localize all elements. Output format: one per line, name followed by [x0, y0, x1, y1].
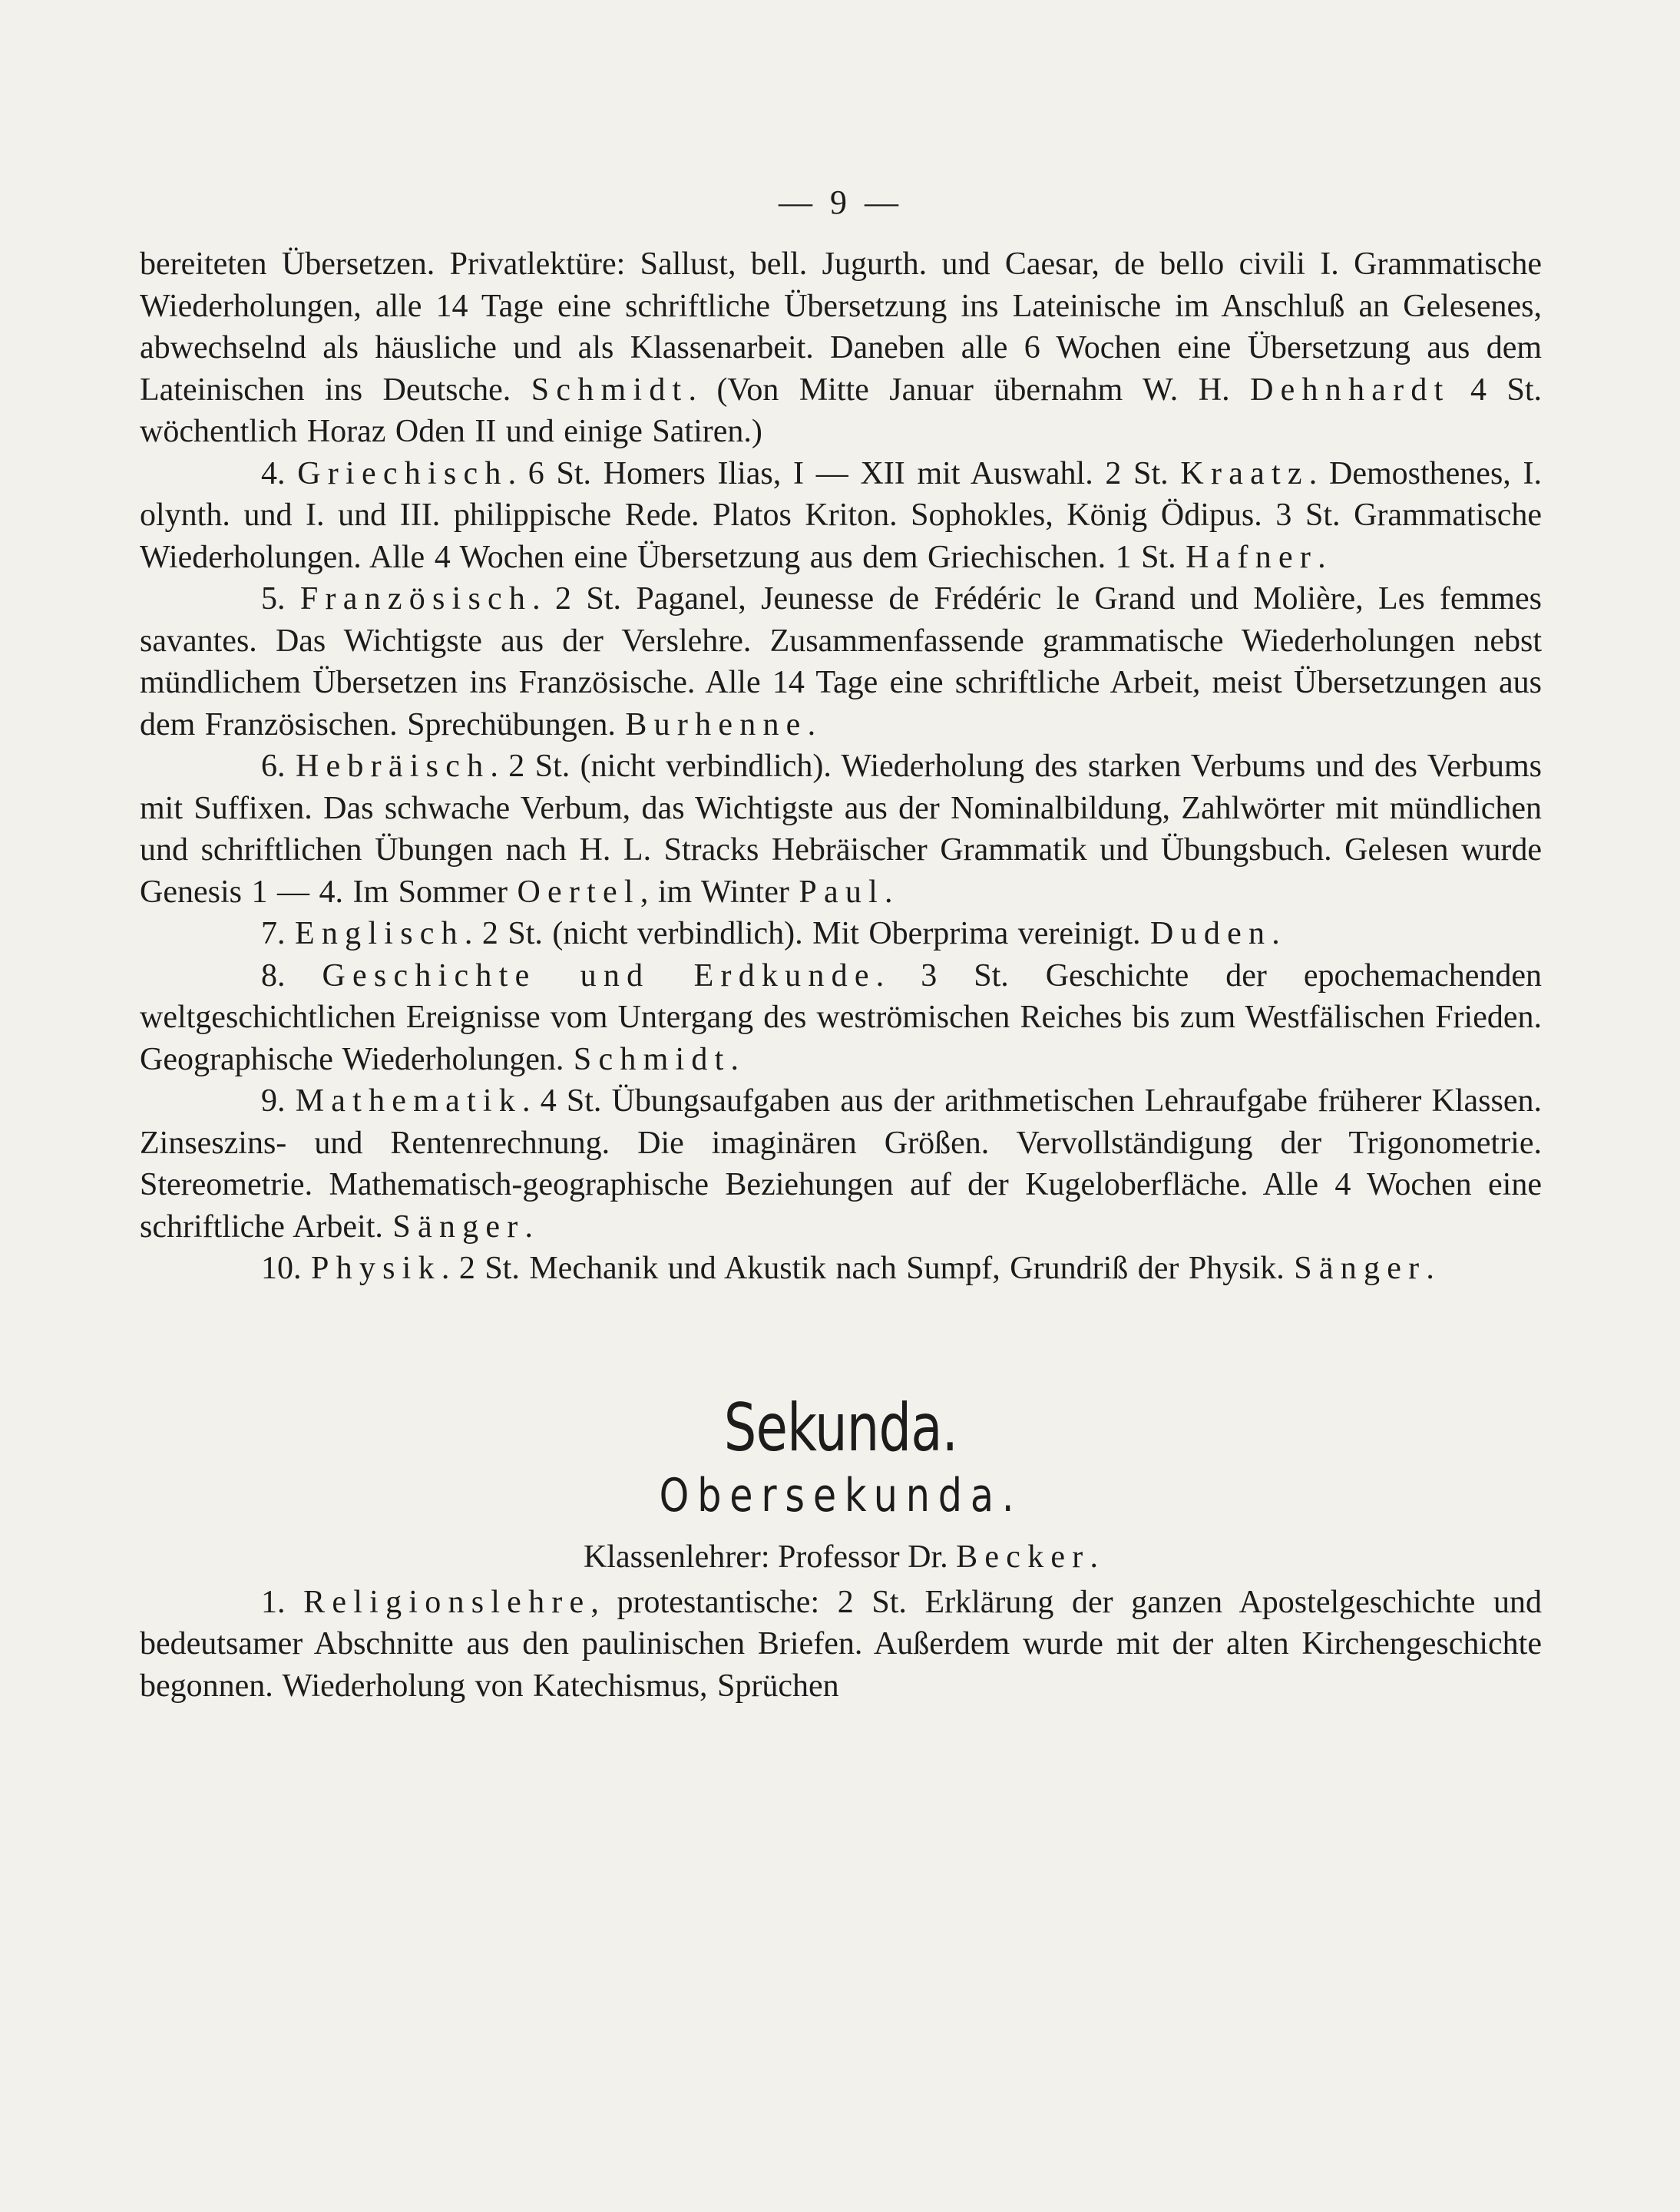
page-number: — 9 — [779, 184, 903, 221]
paragraph-end: . [1272, 916, 1280, 951]
teacher-name: Sänger [392, 1208, 525, 1245]
subject-name: Physik [311, 1251, 441, 1286]
paragraph-end: . [524, 1208, 533, 1245]
paragraph-french [140, 578, 1542, 746]
teacher-name: Dehnhardt [1250, 372, 1450, 408]
subject-name: Griechisch [297, 455, 508, 491]
teacher-name: Becker [956, 1539, 1090, 1575]
paragraph-text: . 2 St. Mechanik und Akustik nach Sumpf, Grundriß der Physik. [441, 1251, 1295, 1286]
teacher-name: Sänger [1294, 1251, 1427, 1286]
teacher-name: Schmidt [531, 372, 689, 408]
item-number: 8. [261, 957, 322, 994]
section-heading: Sekunda. [723, 1389, 958, 1466]
paragraph-text: . (Von Mitte Januar übernahm W. H. [688, 372, 1251, 408]
paragraph-religion [140, 1582, 1542, 1708]
paragraph-english [140, 913, 1542, 955]
paragraph-end: . [1426, 1251, 1434, 1286]
subject-name: Englisch [295, 916, 465, 951]
teacher-name: Burhenne [625, 706, 808, 742]
teacher-name: Duden [1150, 916, 1272, 951]
item-number: 5. [261, 581, 300, 617]
teacher-name: Oertel [517, 874, 640, 910]
subject-name: Französisch [299, 581, 533, 617]
paragraph-end: . [730, 1041, 739, 1077]
paragraph-mathematics [140, 1080, 1542, 1248]
paragraph-text: , protestantische: 2 St. Erklärung der ganzen Apostelgeschichte und bedeutsamer Abschnitte aus den paulinischen Briefen. Außerdem wurde mit der alten Kirchengeschichte begonnen. Wiederholung von Katechismus, Sprüchen [140, 1584, 1542, 1704]
teacher-name: Kraatz [1180, 455, 1309, 491]
paragraph-text: bereiteten Übersetzen. Privatlektüre: Sallust, bell. Jugurth. und Caesar, de bello civili I. Grammatische Wiederholungen, alle 14 Tage eine schriftliche Übersetzung ins Lateinische im Anschluß an Gelesenes, abwechselnd als häusliche und als Klassenarbeit. Daneben alle 6 Wochen eine Übersetzung aus dem Lateinischen ins Deutsche. [140, 246, 1542, 408]
paragraph-end: . [885, 874, 893, 910]
teacher-name: Schmidt [573, 1041, 731, 1077]
item-number: 6. [261, 749, 296, 784]
item-number: 9. [261, 1083, 296, 1119]
paragraph-end: . [807, 706, 816, 742]
paragraph-text: . 2 St. (nicht verbindlich). Mit Oberprima vereinigt. [464, 916, 1151, 951]
item-number: 7. [261, 916, 295, 951]
paragraph-history [140, 955, 1542, 1081]
paragraph-text: . 3 St. Geschichte der epochemachenden weltgeschichtlichen Ereignisse vom Untergang des weströmischen Reiches bis zum Westfälischen Frieden. Geographische Wiederholungen. [140, 957, 1542, 1077]
paragraph-text: . 4 St. Übungsaufgaben aus der arithmetischen Lehraufgabe früherer Klassen. Zinseszins- und Rentenrechnung. Die imaginären Größen. Vervollständigung der Trigonometrie. Stereometrie. Mathematisch-geographische Beziehungen auf der Kugeloberfläche. Alle 4 Wochen eine schriftliche Arbeit. [140, 1083, 1543, 1245]
paragraph-text: 4 St. wöchentlich Horaz Oden II und einige Satiren.) [140, 372, 1543, 449]
paragraph-latin-continued [140, 243, 1542, 453]
item-number: 10. [261, 1251, 311, 1286]
subject-name: Religionslehre [303, 1584, 591, 1620]
teacher-name: Paul [799, 874, 885, 910]
paragraph-text: . 6 St. Homers Ilias, I — XII mit Auswahl. 2 St. [508, 455, 1181, 491]
paragraph-hebrew [140, 746, 1542, 913]
item-number: 4. [261, 455, 298, 491]
paragraph-physics [140, 1248, 1542, 1290]
paragraph-greek [140, 453, 1542, 579]
paragraph-text: . 2 St. Paganel, Jeunesse de Frédéric le Grand und Molière, Les femmes savantes. Das Wichtigste aus der Verslehre. Zusammenfassende grammatische Wiederholungen nebst mündlichem Übersetzen ins Französische. Alle 14 Tage eine schriftliche Arbeit, meist Übersetzungen aus dem Französischen. Sprechübungen. [140, 581, 1543, 742]
subject-name: Mathematik [295, 1083, 523, 1119]
paragraph-text: , im Winter [640, 874, 799, 910]
paragraph-text: . Demosthenes, I. olynth. und I. und III. philippische Rede. Platos Kriton. Sophokles, König Ödipus. 3 St. Grammatische Wiederholungen. Alle 4 Wochen eine Übersetzung aus dem Griechischen. 1 St. [140, 455, 1543, 575]
class-teacher-label: Klassenlehrer: Professor Dr. [583, 1539, 957, 1575]
teacher-name: Hafner [1186, 539, 1318, 575]
class-teacher-line [140, 1536, 1542, 1579]
class-heading: Obersekunda. [659, 1468, 1023, 1523]
subject-name: Hebräisch [295, 749, 491, 784]
subject-name: Geschichte und Erdkunde [322, 957, 876, 994]
item-number: 1. [261, 1584, 304, 1620]
paragraph-end: . [1318, 539, 1326, 575]
paragraph-end: . [1090, 1539, 1099, 1575]
paragraph-text: . 2 St. (nicht verbindlich). Wiederholung des starken Verbums und des Verbums mit Suffixen. Das schwache Verbum, das Wichtigste aus der Nominalbildung, Zahlwörter mit mündlichen und schriftlichen Übungen nach H. L. Stracks Hebräischer Grammatik und Übungsbuch. Gelesen wurde Genesis 1 — 4. Im Sommer [140, 749, 1543, 910]
